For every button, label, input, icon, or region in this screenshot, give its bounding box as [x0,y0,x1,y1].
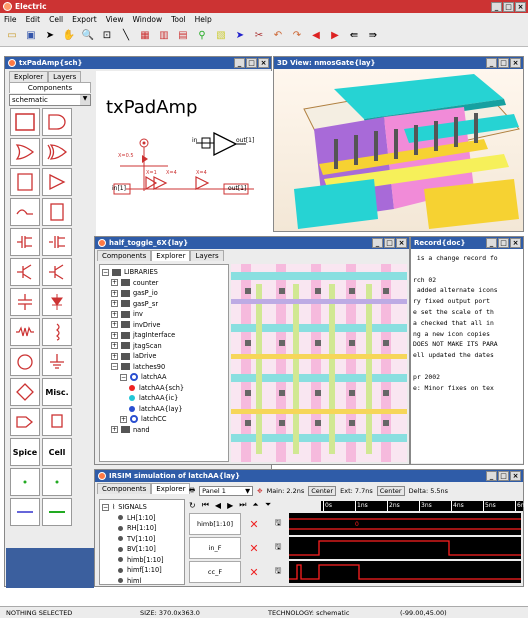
tree-node[interactable] [102,309,226,320]
zoom-icon[interactable]: 🔍 [81,30,95,41]
irsim-minimize-button[interactable]: _ [486,471,497,481]
record-line: DOES NOT MAKE ITS PARA [413,340,498,349]
tree-node[interactable] [102,278,226,289]
dot-pin-component[interactable] [10,468,40,496]
library-icon [121,332,130,339]
tree-node[interactable] [102,393,226,404]
expand-icon[interactable]: + [112,342,118,350]
box-component[interactable] [10,108,40,136]
schematic-heading: txPadAmp [106,97,198,118]
tree-node-label: invDrive [133,320,161,329]
record-window-title: Record{doc} _ □ × [411,237,523,249]
pin-yellow-icon[interactable]: ▧ [216,30,226,41]
step-back-icon[interactable]: ◀ [214,500,222,510]
library-icon [112,269,121,276]
time-tick-mark [451,501,452,511]
schematic-maximize-button[interactable]: □ [246,58,257,68]
signal-label: himf[1:10] [127,566,162,575]
remove-signal-icon[interactable]: ✕ [249,565,259,579]
signal-item[interactable] [102,555,182,566]
refresh-icon[interactable]: ↻ [189,500,196,510]
collapse-icon[interactable]: − [103,268,109,276]
tree-node-label: latchAA{lay} [139,404,183,413]
collapse-icon[interactable]: − [112,363,118,371]
signal-dot-icon [118,547,123,552]
waveform[interactable] [289,537,521,559]
wire-green-component[interactable] [42,498,72,526]
schematic-minimize-button[interactable]: _ [234,58,245,68]
menu-view[interactable]: View [105,14,124,24]
grid-red2-icon[interactable]: ▥ [159,30,169,41]
palette-filler [6,548,94,588]
app-title: Electric [15,2,47,11]
time-tick-label: 1ns [357,502,368,509]
signal-dot-icon [118,526,123,531]
record-minimize-button[interactable]: _ [486,238,497,248]
tree-node[interactable] [102,383,226,394]
view3d-minimize-button[interactable]: _ [486,58,497,68]
library-icon [121,300,130,307]
grid-red3-icon[interactable]: ▤ [178,30,188,41]
irsim-close-button[interactable]: × [510,471,521,481]
expand-icon[interactable]: + [121,415,127,423]
tree-node[interactable] [102,404,226,415]
library-icon [121,321,130,328]
menu-help[interactable]: Help [194,14,212,24]
collapse-icon[interactable]: − [121,373,127,381]
pnp-component[interactable] [42,258,72,286]
center-main-button[interactable]: Center [308,486,336,496]
tree-node-label: latches90 [133,362,166,371]
signal-settings-icon[interactable]: 🖫 [274,542,282,551]
tab-components[interactable]: Components [97,250,151,261]
time-tick-mark [419,501,420,511]
record-line: e set the scale of th [413,307,494,316]
component-palette [6,71,94,587]
spice-component[interactable]: Spice [10,438,40,466]
status-selection: NOTHING SELECTED [6,608,73,617]
undo-icon[interactable]: ↶ [273,30,283,41]
signal-dot-icon [118,578,123,583]
view3d-window [273,56,524,232]
xor-gate-component[interactable] [42,138,72,166]
capacitor-component[interactable] [10,288,40,316]
tree-node-label: latchAA [141,373,167,382]
chevron-down-icon[interactable]: ▼ [80,95,90,105]
misc-component[interactable]: Misc. [42,378,72,406]
signal-dot-icon [118,557,123,562]
signal-item[interactable] [102,544,182,555]
layout-minimize-button[interactable]: _ [372,238,383,248]
save-icon[interactable]: ▣ [26,30,36,41]
time-tick-mark [387,501,388,511]
app-title-bar [0,0,528,13]
time-tick-mark [483,501,484,511]
close-button[interactable]: × [515,2,526,12]
tree-node[interactable] [102,299,226,310]
tab-explorer[interactable]: Explorer [151,250,190,261]
label-x4a: X=4 [166,170,177,176]
tree-node[interactable] [102,288,226,299]
trace-name[interactable]: cc_F [189,561,241,583]
signal-item[interactable] [102,565,182,576]
select-arrow-icon[interactable]: ➤ [45,30,55,41]
waveform-line [289,565,521,579]
record-maximize-button[interactable]: □ [498,238,509,248]
signal-label: RH[1:10] [127,524,157,533]
inductor-component[interactable] [42,318,72,346]
forward-icon[interactable]: ▶ [331,30,339,41]
time-tick-mark [323,501,324,511]
signal-item[interactable] [102,523,182,534]
step-forward-icon[interactable]: ⏭ [239,500,247,509]
view3d-close-button[interactable]: × [510,58,521,68]
irsim-tab-explorer[interactable]: Explorer [151,483,190,494]
irsim-tab-components[interactable]: Components [97,483,151,494]
center-ext-button[interactable]: Center [377,486,405,496]
record-line: added alternate icons [413,286,498,295]
diode-component[interactable] [42,288,72,316]
tree-node[interactable] [102,351,226,362]
trace-name[interactable]: himb[1:10] [189,513,241,535]
schematic-canvas[interactable] [96,71,272,236]
tree-node-label: laDrive [133,352,157,361]
npn-component[interactable] [10,258,40,286]
expand-icon[interactable]: + [112,426,118,434]
tree-node[interactable] [102,330,226,341]
irsim-maximize-button[interactable]: □ [498,471,509,481]
expand-icon[interactable]: + [112,279,118,287]
buffer-component[interactable] [42,168,72,196]
menu-window[interactable]: Window [132,14,163,24]
label-out-bus: out[1] [228,185,247,192]
tree-node[interactable] [102,414,226,425]
cell-icon [130,415,138,423]
tree-node-label: latchAA{ic} [139,394,179,403]
time-axis [321,501,528,511]
status-size: SIZE: 370.0x363.0 [140,608,200,617]
trace-row [189,561,523,583]
expand-icon[interactable]: + [112,310,118,318]
cell-component[interactable]: Cell [42,438,72,466]
trace-row [189,537,523,559]
time-tick-label: 0s [325,502,332,509]
maximize-button[interactable]: □ [503,2,514,12]
menu-bar [0,13,528,25]
record-line: ell updated the dates [413,351,494,360]
pin-green-icon[interactable]: ⚲ [198,30,206,41]
record-line: pr 2002 [413,372,440,381]
label-x05: X=0.5 [118,153,134,159]
record-line: rch 02 [413,275,437,284]
record-line: ry fixed output port [413,297,490,306]
arrow-blue-icon[interactable]: ➤ [235,30,245,41]
expand-icon[interactable]: + [112,352,118,360]
menu-export[interactable]: Export [72,14,97,24]
record-close-button[interactable]: × [510,238,521,248]
main-cursor-time: Main: 2.2ns [266,487,305,495]
tree-node-label: latchCC [141,415,167,424]
history-forward-icon[interactable]: ⇛ [368,30,378,41]
signal-label: LH[1:10] [127,513,156,522]
record-line [413,264,521,275]
signal-item[interactable] [102,576,182,587]
mux-component[interactable] [42,198,72,226]
wire-pin-component[interactable] [10,198,40,226]
record-text[interactable] [411,249,523,463]
tree-node[interactable] [102,267,226,278]
window-icon [98,239,106,247]
tree-node-label: gasP_io [133,289,158,298]
wire-icon[interactable]: ╲ [122,30,130,41]
expand-icon[interactable]: + [112,289,118,297]
status-bar [0,606,528,618]
tree-node-label: latchAA{sch} [139,383,185,392]
library-icon [121,353,130,360]
port-component[interactable] [10,408,40,436]
or-gate-component[interactable] [10,138,40,166]
status-technology: TECHNOLOGY: schematic [268,608,350,617]
record-line: ng a new icon copies [413,329,490,338]
tree-node-label: LIBRARIES [124,268,158,277]
tab-components[interactable]: Components [9,82,91,93]
time-tick-mark [515,501,516,511]
time-tick-label: 2ns [389,502,400,509]
signal-label: himb[1:10] [127,555,164,564]
time-tick-label: 4ns [453,502,464,509]
view-icon [129,395,135,401]
tree-node-label: jtagInterface [133,331,176,340]
tree-node[interactable] [102,372,226,383]
menu-cell[interactable]: Cell [49,14,64,24]
menu-edit[interactable]: Edit [25,14,41,24]
irsim-window [94,469,528,587]
zoom-box-icon[interactable]: ⊡ [102,30,112,41]
tab-explorer[interactable]: Explorer [9,71,48,82]
record-line: is a change record fo [413,254,498,262]
signal-item[interactable] [102,534,182,545]
tree-node[interactable] [102,425,226,436]
tree-node-label: counter [133,278,159,287]
pan-hand-icon[interactable]: ✋ [62,30,76,41]
chevron-down-icon: ▼ [245,487,251,495]
library-icon [121,426,130,433]
outline-icon[interactable]: ✂ [254,30,264,41]
library-icon [121,363,130,370]
electric-logo-icon [3,2,12,11]
signal-dot-icon [118,515,123,520]
toolbar [0,25,528,47]
signal-dot-icon [118,536,123,541]
irsim-window-title: IRSIM simulation of latchAA{lay} _ □ × [95,470,523,482]
record-line [413,361,521,372]
expand-icon[interactable]: + [112,331,118,339]
diamond-component[interactable] [10,378,40,406]
record-line: a checked that all in [413,318,494,327]
collapse-icon[interactable]: − [103,503,109,511]
label-in: in [192,137,198,144]
menu-tool[interactable]: Tool [171,14,186,24]
time-tick-label: 6ns [517,502,528,509]
trace-name[interactable]: in_F [189,537,241,559]
tab-layers[interactable]: Layers [190,250,223,261]
label-out: out[1] [236,137,255,144]
up-icon[interactable]: ⏶ [252,500,259,509]
layout-window [94,236,410,465]
cell-icon [130,373,138,381]
nmos-component[interactable] [10,228,40,256]
signal-label: himl [127,576,142,585]
library-icon [121,279,130,286]
ground-component[interactable] [42,348,72,376]
redo-icon[interactable]: ↷ [292,30,302,41]
remove-signal-icon[interactable]: ✕ [249,517,259,531]
layout-canvas[interactable] [231,264,407,462]
rewind-icon[interactable]: ⏮ [201,500,209,509]
signals-root-label: SIGNALS [118,503,147,512]
window-icon [98,472,106,480]
tree-node-label: nand [133,425,150,434]
ext-cursor-time: Ext: 7.7ns [340,487,373,495]
panel-select[interactable]: Panel 1 ▼ [199,486,253,496]
technology-select[interactable] [9,94,91,106]
tree-node-label: inv [133,310,143,319]
time-tick-label: 5ns [485,502,496,509]
tree-node[interactable] [102,320,226,331]
junction-component[interactable] [42,408,72,436]
signal-dot-icon [118,568,123,573]
schematic-window-title: txPadAmp{sch} _ □ × [5,57,271,69]
view3d-canvas[interactable] [274,69,523,231]
signal-item[interactable] [102,513,182,524]
trace-value: 0 [355,521,359,528]
schematic-close-button[interactable]: × [258,58,269,68]
label-x1: X=1 [146,170,157,176]
tree-node-label: jtagScan [133,341,162,350]
trace-row [189,513,523,535]
wire-blue-component[interactable] [10,498,40,526]
menu-file[interactable]: File [4,14,17,24]
waveform[interactable] [289,513,521,535]
signal-label: BV[1:10] [127,545,156,554]
tree-node[interactable] [102,362,226,373]
time-tick-label: 3ns [421,502,432,509]
waveform[interactable] [289,561,521,583]
source-component[interactable] [10,348,40,376]
expand-icon[interactable]: + [112,300,118,308]
library-icon [121,290,130,297]
expand-icon[interactable]: + [112,321,118,329]
window-icon [8,59,16,67]
history-back-icon[interactable]: ⇚ [349,30,359,41]
cursor-main-icon[interactable]: ✥ [257,487,263,495]
signal-label: TV[1:10] [127,534,156,543]
library-icon [121,311,130,318]
minimize-button[interactable]: _ [491,2,502,12]
down-icon[interactable]: ⏷ [264,500,272,509]
flipflop-component[interactable] [10,168,40,196]
signals-root[interactable] [102,502,182,513]
traces [189,513,523,585]
record-window [410,236,524,465]
signals-icon: ⌇ [112,503,116,512]
view-icon [129,406,135,412]
waveform-toolbar [189,485,523,497]
waveform-line [289,519,521,529]
library-icon [121,342,130,349]
waveform-line [289,541,521,555]
view-icon [129,385,135,391]
grid-red-icon[interactable]: ▦ [140,30,150,41]
tree-node-label: gasP_sr [133,299,159,308]
layout-close-button[interactable]: × [396,238,407,248]
remove-signal-icon[interactable]: ✕ [249,541,259,555]
play-icon[interactable]: ▶ [227,500,234,510]
view3d-window-title: 3D View: nmosGate{lay} _ □ × [274,57,523,69]
status-coords: (-99.00,45.00) [400,608,447,617]
signal-tree [99,499,185,585]
tab-layers[interactable]: Layers [48,71,81,82]
dot-pin-green-component[interactable] [42,468,72,496]
layout-window-title: half_toggle_6X{lay} _ □ × [95,237,409,249]
explorer-tree [99,264,229,462]
view3d-maximize-button[interactable]: □ [498,58,509,68]
resistor-component[interactable] [10,318,40,346]
technology-select-value: schematic [12,96,48,104]
open-icon[interactable]: ▭ [7,30,17,41]
pmos-component[interactable] [42,228,72,256]
label-in-bus: in[1] [112,185,126,192]
signal-settings-icon[interactable]: 🖫 [274,566,282,575]
tree-node[interactable] [102,341,226,352]
panel-icon: 🖶 [189,485,196,494]
back-icon[interactable]: ◀ [312,30,320,41]
layout-maximize-button[interactable]: □ [384,238,395,248]
and-gate-component[interactable] [42,108,72,136]
label-x4b: X=4 [196,170,207,176]
signal-settings-icon[interactable]: 🖫 [274,518,282,527]
time-tick-mark [355,501,356,511]
delta-time: Delta: 5.5ns [408,487,449,495]
record-line: e: Minor fixes on tex [413,383,494,392]
